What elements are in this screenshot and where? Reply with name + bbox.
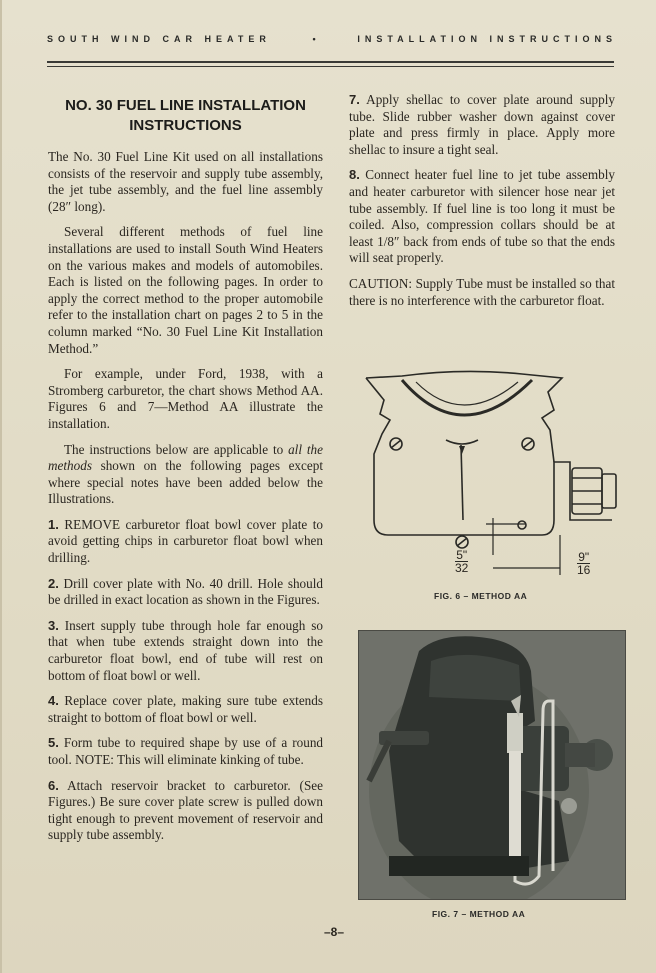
step-2-text: Drill cover plate with No. 40 drill. Hole should be drilled in exact location as shown in the Figures. — [48, 575, 324, 608]
step-4 — [48, 693, 323, 726]
applicability-text-b: shown on the following pages except where special notes have been added below the Illustrations. — [48, 458, 323, 507]
page-number: –8– — [324, 925, 345, 939]
header-rule-thick — [47, 61, 614, 63]
fitting-nut — [572, 468, 616, 514]
step-5-number: 5. — [48, 735, 59, 751]
step-6-text: Attach reservoir bracket to carburetor. (See Figures.) Be sure cover plate screw is pulled down tight enough to prevent movement of reservoir and supply tube assembly. — [48, 777, 323, 843]
step-8-number: 8. — [349, 167, 360, 183]
step-1 — [48, 517, 323, 567]
header-bullet: • — [312, 34, 316, 44]
step-1-text: REMOVE carburetor float bowl cover plate to avoid getting chips in carburetor float bowl when drilling. — [48, 516, 323, 566]
applicability-text-a: The instructions below are applicable to — [64, 441, 289, 457]
caution-note: CAUTION: Supply Tube must be installed so that there is no interference with the carburetor float. — [349, 275, 615, 308]
step-7-text: Apply shellac to cover plate around supply tube. Slide rubber washer down against cover plate and press firmly in place. Apply more shellac to insure a tight seal. — [349, 92, 615, 157]
dimension-5-32 — [455, 549, 468, 574]
figure-6-caption: FIG. 6 – METHOD AA — [434, 591, 528, 601]
step-8-text: Connect heater fuel line to jet tube assembly and heater carburetor with silencer hose near jet tube assembly. If fuel line is too long it must be coiled. Also, compression collars should be at least 1/8″ back from ends of tube so that the ends will seat properly. — [349, 167, 615, 266]
step-8 — [349, 167, 615, 267]
header-rule-thin — [47, 66, 614, 67]
step-2 — [48, 576, 323, 609]
step-3 — [48, 618, 323, 684]
carburetor-cover-outline — [366, 371, 612, 535]
step-6 — [48, 778, 323, 844]
section-heading-line1: NO. 30 FUEL LINE INSTALLATION — [65, 97, 306, 114]
intro-paragraph: The No. 30 Fuel Line Kit used on all installations consists of the reservoir and supply tube assembly, the jet tube assembly, and the fuel line assembly (28″ long). — [48, 149, 323, 214]
step-7 — [349, 92, 615, 158]
right-column — [349, 92, 615, 318]
section-heading — [48, 96, 323, 136]
step-5-text: Form tube to required shape by use of a round tool. NOTE: This will eliminate kinking of tube. — [48, 735, 323, 767]
dimension-9-16-numerator: 9" — [578, 550, 590, 564]
methods-paragraph: Several different methods of fuel line installations are used to install South Wind Heaters on the various makes and models of automobiles. Each is listed on the following pages. In order to apply the correct method to the proper automobile refer to the installation chart on pages 2 to 5 in the column marked “No. 30 Fuel Line Kit Installation Method.” — [48, 224, 323, 356]
dimension-9-16 — [577, 551, 590, 576]
step-7-number: 7. — [349, 92, 360, 107]
step-3-number: 3. — [48, 617, 59, 633]
figure-7-photograph — [358, 630, 626, 900]
step-3-text: Insert supply tube through hole far enough so that when tube extends straight down into the carburetor float bowl, end of tube will rest on bottom of float bowl or well. — [48, 617, 323, 683]
carburetor-photo-image — [359, 631, 626, 900]
section-heading-line2: INSTRUCTIONS — [129, 117, 242, 134]
step-6-number: 6. — [48, 777, 59, 793]
dimension-lines — [486, 518, 560, 575]
header-title-left: SOUTH WIND CAR HEATER — [47, 34, 271, 44]
dimension-5-32-numerator: 5" — [456, 548, 468, 562]
dimension-5-32-denominator: 32 — [455, 561, 469, 575]
step-4-text: Replace cover plate, making sure tube extends straight to bottom of float bowl or well. — [48, 693, 324, 725]
applicability-emphasis: all the methods — [48, 441, 323, 474]
step-5 — [48, 735, 323, 768]
supply-tube-line — [459, 445, 465, 520]
applicability-paragraph — [48, 442, 323, 508]
header-title-right: INSTALLATION INSTRUCTIONS — [357, 34, 617, 44]
example-paragraph: For example, under Ford, 1938, with a Stromberg carburetor, the chart shows Method AA. Figures 6 and 7—Method AA illustrate the installation. — [48, 366, 323, 431]
step-4-number: 4. — [48, 693, 59, 709]
running-header — [47, 34, 617, 44]
dimension-9-16-denominator: 16 — [577, 563, 591, 577]
figure-7-caption: FIG. 7 – METHOD AA — [432, 909, 526, 919]
step-2-number: 2. — [48, 575, 59, 591]
left-column — [48, 96, 323, 853]
step-1-number: 1. — [48, 516, 59, 532]
